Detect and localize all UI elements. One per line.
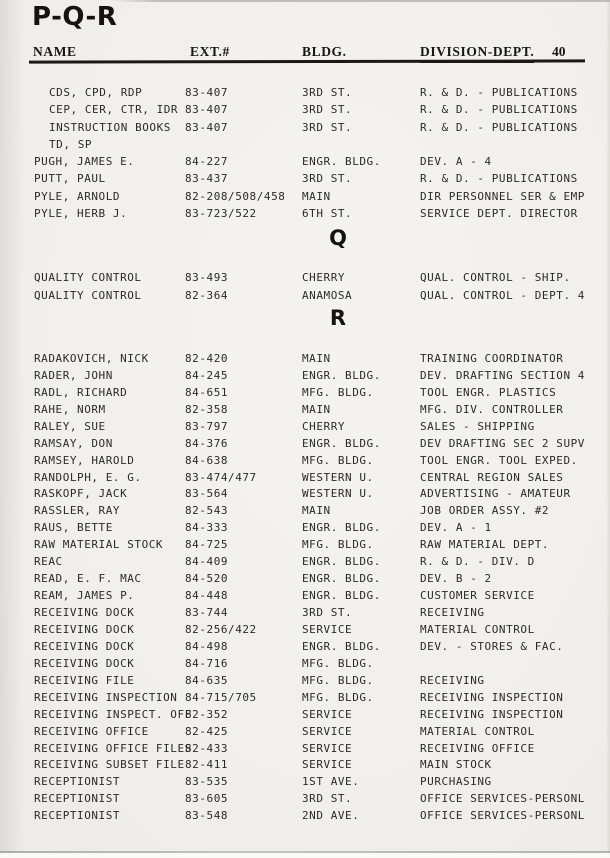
- bldg-cell: MFG. BLDG.: [302, 385, 374, 399]
- bldg-cell: MAIN: [302, 402, 331, 416]
- table-row: [34, 268, 588, 286]
- bldg-cell: 3RD ST.: [302, 172, 353, 186]
- table-row: [34, 136, 588, 153]
- ext-cell: 83-493: [185, 270, 229, 284]
- division-cell: JOB ORDER ASSY. #2: [420, 504, 550, 518]
- bldg-cell: ENGR. BLDG.: [302, 555, 381, 569]
- division-cell: QUAL. CONTROL - DEPT. 4: [420, 288, 585, 302]
- bldg-cell: 2ND AVE.: [302, 809, 360, 823]
- name-cell: RAUS, BETTE: [34, 521, 113, 535]
- bldg-cell: CHERRY: [302, 270, 346, 284]
- name-cell: RECEPTIONIST: [34, 775, 121, 789]
- table-row: [34, 757, 588, 774]
- ext-cell: 83-474/477: [185, 470, 257, 484]
- table-row: [34, 519, 588, 536]
- name-cell: INSTRUCTION BOOKS: [49, 120, 171, 134]
- column-header-bldg: BLDG.: [302, 44, 347, 63]
- division-cell: R. & D. - PUBLICATIONS: [420, 172, 578, 186]
- division-cell: R. & D. - PUBLICATIONS: [420, 86, 578, 100]
- ext-cell: 84-520: [185, 572, 229, 586]
- division-cell: R. & D. - DIV. D: [420, 555, 535, 569]
- table-row: [34, 188, 588, 205]
- division-cell: TOOL ENGR. TOOL EXPED.: [420, 453, 578, 467]
- division-cell: MFG. DIV. CONTROLLER: [420, 402, 564, 416]
- ext-cell: 84-448: [185, 589, 229, 603]
- ext-cell: 82-425: [185, 724, 229, 738]
- ext-cell: 83-744: [185, 606, 229, 620]
- name-cell: RAHE, NORM: [34, 402, 106, 416]
- ext-cell: 83-407: [185, 103, 229, 117]
- name-cell: TD, SP: [49, 137, 93, 151]
- name-cell: RAW MATERIAL STOCK: [34, 538, 164, 552]
- bldg-cell: CHERRY: [302, 419, 346, 433]
- bldg-cell: 3RD ST.: [302, 606, 353, 620]
- division-cell: DEV DRAFTING SEC 2 SUPV: [420, 436, 585, 450]
- bldg-cell: ENGR. BLDG.: [302, 639, 381, 653]
- bldg-cell: ENGR. BLDG.: [302, 572, 381, 586]
- ext-cell: 83-548: [185, 809, 229, 823]
- name-cell: READ, E. F. MAC: [34, 572, 142, 586]
- ext-cell: 84-333: [185, 521, 229, 535]
- bldg-cell: 3RD ST.: [302, 792, 353, 806]
- division-cell: RECEIVING INSPECTION: [420, 690, 564, 704]
- bldg-cell: 3RD ST.: [302, 86, 353, 100]
- ext-cell: 82-358: [185, 402, 229, 416]
- division-cell: MATERIAL CONTROL: [420, 622, 535, 636]
- table-row: [34, 486, 588, 503]
- division-cell: DEV. - STORES & FAC.: [420, 639, 564, 653]
- ext-cell: 82-364: [185, 288, 229, 302]
- name-cell: RECEIVING OFFICE: [34, 724, 149, 738]
- bldg-cell: MFG. BLDG.: [302, 538, 374, 552]
- bldg-cell: ENGR. BLDG.: [302, 521, 381, 535]
- table-row: [34, 706, 588, 723]
- name-cell: PUTT, PAUL: [34, 172, 106, 186]
- table-row: [34, 621, 588, 638]
- bldg-cell: MFG. BLDG.: [302, 673, 374, 687]
- table-row: [34, 153, 588, 170]
- division-cell: RECEIVING: [420, 606, 485, 620]
- division-cell: R. & D. - PUBLICATIONS: [420, 120, 578, 134]
- ext-cell: 82-352: [185, 707, 229, 721]
- table-row: [34, 807, 588, 824]
- division-cell: SERVICE DEPT. DIRECTOR: [420, 206, 578, 220]
- table-row: [34, 587, 588, 604]
- ext-cell: 83-535: [185, 775, 229, 789]
- directory-table-section-r: [0, 350, 610, 824]
- ext-cell: 83-437: [185, 172, 229, 186]
- division-cell: MAIN STOCK: [420, 758, 492, 772]
- division-cell: OFFICE SERVICES-PERSONL: [420, 809, 585, 823]
- division-cell: RECEIVING INSPECTION: [420, 707, 564, 721]
- ext-cell: 83-407: [185, 120, 229, 134]
- name-cell: RECEIVING INSPECT. OFF: [34, 707, 192, 721]
- directory-table-section-p: [0, 84, 610, 222]
- section-letter-q: Q: [329, 226, 347, 250]
- name-cell: QUALITY CONTROL: [34, 270, 142, 284]
- bldg-cell: SERVICE: [302, 707, 353, 721]
- ext-cell: 84-715/705: [185, 690, 257, 704]
- table-row: [34, 604, 588, 621]
- bldg-cell: 3RD ST.: [302, 120, 353, 134]
- division-cell: PURCHASING: [420, 775, 492, 789]
- division-cell: QUAL. CONTROL - SHIP.: [420, 270, 571, 284]
- bldg-cell: 3RD ST.: [302, 103, 353, 117]
- name-cell: RECEPTIONIST: [34, 792, 121, 806]
- bldg-cell: 1ST AVE.: [302, 775, 360, 789]
- table-row: [34, 367, 588, 384]
- table-row: [34, 790, 588, 807]
- ext-cell: 83-797: [185, 419, 229, 433]
- bldg-cell: WESTERN U.: [302, 470, 374, 484]
- table-row: [34, 170, 588, 187]
- division-cell: TRAINING COORDINATOR: [420, 351, 564, 365]
- ext-cell: 84-498: [185, 639, 229, 653]
- bldg-cell: SERVICE: [302, 724, 353, 738]
- name-cell: REAC: [34, 555, 63, 569]
- ext-cell: 84-409: [185, 555, 229, 569]
- table-row: [34, 286, 588, 304]
- column-header-name: NAME: [33, 44, 77, 63]
- name-cell: CEP, CER, CTR, IDR: [49, 103, 179, 117]
- bldg-cell: SERVICE: [302, 758, 353, 772]
- division-cell: RECEIVING OFFICE: [420, 741, 535, 755]
- name-cell: RECEIVING FILE: [34, 673, 135, 687]
- section-letter-r: R: [329, 306, 347, 330]
- ext-cell: 82-208/508/458: [185, 189, 286, 203]
- bldg-cell: ANAMOSA: [302, 288, 353, 302]
- table-row: [34, 350, 588, 367]
- bldg-cell: ENGR. BLDG.: [302, 436, 381, 450]
- bldg-cell: 6TH ST.: [302, 206, 353, 220]
- ext-cell: 82-256/422: [185, 622, 257, 636]
- bldg-cell: MFG. BLDG.: [302, 656, 374, 670]
- name-cell: RASSLER, RAY: [34, 504, 121, 518]
- ext-cell: 83-723/522: [185, 206, 257, 220]
- table-row: [34, 469, 588, 486]
- column-header-division-dept: DIVISION-DEPT.: [420, 44, 534, 63]
- table-row: [34, 418, 588, 435]
- division-cell: DEV. A - 1: [420, 521, 492, 535]
- table-row: [34, 740, 588, 757]
- name-cell: CDS, CPD, RDP: [49, 86, 143, 100]
- name-cell: RECEIVING DOCK: [34, 656, 135, 670]
- division-cell: SALES - SHIPPING: [420, 419, 535, 433]
- table-row: [34, 401, 588, 418]
- ext-cell: 83-605: [185, 792, 229, 806]
- bldg-cell: SERVICE: [302, 741, 353, 755]
- division-cell: CENTRAL REGION SALES: [420, 470, 564, 484]
- table-row: [34, 723, 588, 740]
- division-cell: DEV. DRAFTING SECTION 4: [420, 368, 585, 382]
- table-row: [34, 435, 588, 452]
- name-cell: RECEIVING DOCK: [34, 639, 135, 653]
- ext-cell: 82-411: [185, 758, 229, 772]
- ext-cell: 84-635: [185, 673, 229, 687]
- division-cell: MATERIAL CONTROL: [420, 724, 535, 738]
- name-cell: QUALITY CONTROL: [34, 288, 142, 302]
- bldg-cell: ENGR. BLDG.: [302, 589, 381, 603]
- page-number: 40: [552, 44, 566, 59]
- page-title: P-Q-R: [32, 2, 118, 32]
- table-row: [34, 84, 588, 101]
- ext-cell: 82-420: [185, 351, 229, 365]
- ext-cell: 82-543: [185, 504, 229, 518]
- division-cell: TOOL ENGR. PLASTICS: [420, 385, 557, 399]
- name-cell: RAMSEY, HAROLD: [34, 453, 135, 467]
- name-cell: RECEIVING SUBSET FILE: [34, 758, 185, 772]
- division-cell: DIR PERSONNEL SER & EMP: [420, 189, 585, 203]
- bldg-cell: SERVICE: [302, 622, 353, 636]
- division-cell: DEV. B - 2: [420, 572, 492, 586]
- name-cell: RECEPTIONIST: [34, 809, 121, 823]
- ext-cell: 84-376: [185, 436, 229, 450]
- bldg-cell: WESTERN U.: [302, 487, 374, 501]
- name-cell: RANDOLPH, E. G.: [34, 470, 142, 484]
- division-cell: CUSTOMER SERVICE: [420, 589, 535, 603]
- table-row: [34, 119, 588, 136]
- table-row: [34, 536, 588, 553]
- ext-cell: 83-407: [185, 86, 229, 100]
- name-cell: RADAKOVICH, NICK: [34, 351, 149, 365]
- name-cell: RADL, RICHARD: [34, 385, 128, 399]
- table-row: [34, 570, 588, 587]
- name-cell: RECEIVING INSPECTION: [34, 690, 178, 704]
- table-row: [34, 655, 588, 672]
- bldg-cell: ENGR. BLDG.: [302, 155, 381, 169]
- ext-cell: 84-725: [185, 538, 229, 552]
- ext-cell: 84-245: [185, 368, 229, 382]
- bldg-cell: MFG. BLDG.: [302, 453, 374, 467]
- column-header-ext: EXT.#: [190, 44, 230, 63]
- name-cell: RAMSAY, DON: [34, 436, 113, 450]
- table-row: [34, 452, 588, 469]
- table-row: [34, 502, 588, 519]
- name-cell: REAM, JAMES P.: [34, 589, 135, 603]
- bldg-cell: MAIN: [302, 189, 331, 203]
- table-row: [34, 205, 588, 222]
- table-row: [34, 672, 588, 689]
- name-cell: RECEIVING DOCK: [34, 606, 135, 620]
- bldg-cell: ENGR. BLDG.: [302, 368, 381, 382]
- scan-edge-bottom-strip: [0, 853, 610, 858]
- directory-table-section-q: [0, 268, 610, 304]
- ext-cell: 84-227: [185, 155, 229, 169]
- table-row: [34, 638, 588, 655]
- division-cell: R. & D. - PUBLICATIONS: [420, 103, 578, 117]
- division-cell: ADVERTISING - AMATEUR: [420, 487, 571, 501]
- table-row: [34, 773, 588, 790]
- name-cell: PYLE, HERB J.: [34, 206, 128, 220]
- table-row: [34, 689, 588, 706]
- ext-cell: 84-638: [185, 453, 229, 467]
- division-cell: RAW MATERIAL DEPT.: [420, 538, 550, 552]
- ext-cell: 83-564: [185, 487, 229, 501]
- bldg-cell: MFG. BLDG.: [302, 690, 374, 704]
- ext-cell: 84-716: [185, 656, 229, 670]
- name-cell: PUGH, JAMES E.: [34, 155, 135, 169]
- ext-cell: 82-433: [185, 741, 229, 755]
- name-cell: RASKOPF, JACK: [34, 487, 128, 501]
- ext-cell: 84-651: [185, 385, 229, 399]
- name-cell: PYLE, ARNOLD: [34, 189, 121, 203]
- division-cell: RECEIVING: [420, 673, 485, 687]
- table-row: [34, 101, 588, 118]
- division-cell: DEV. A - 4: [420, 155, 492, 169]
- division-cell: OFFICE SERVICES-PERSONL: [420, 792, 585, 806]
- table-row: [34, 384, 588, 401]
- name-cell: RADER, JOHN: [34, 368, 113, 382]
- name-cell: RECEIVING OFFICE FILES: [34, 741, 192, 755]
- table-row: [34, 553, 588, 570]
- bldg-cell: MAIN: [302, 351, 331, 365]
- name-cell: RECEIVING DOCK: [34, 622, 135, 636]
- name-cell: RALEY, SUE: [34, 419, 106, 433]
- bldg-cell: MAIN: [302, 504, 331, 518]
